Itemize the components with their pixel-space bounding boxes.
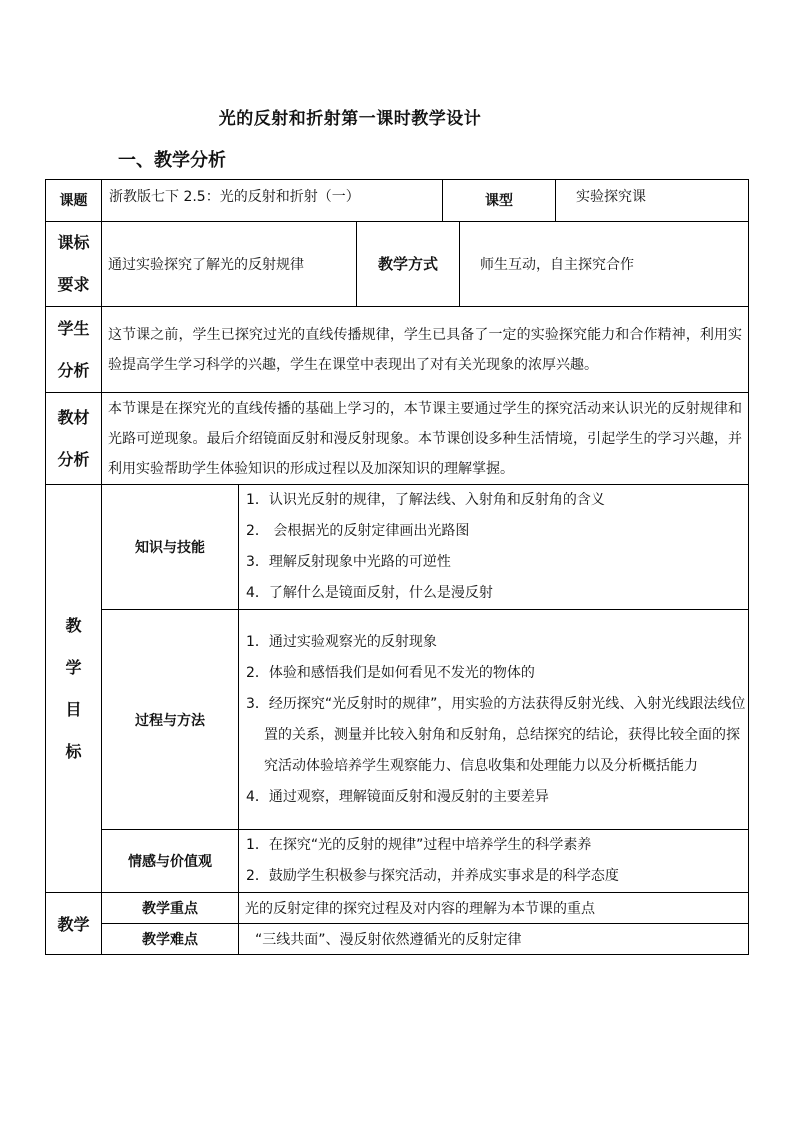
list-item: 4．了解什么是镜面反射，什么是漫反射 bbox=[246, 585, 493, 601]
list-item: 2．鼓励学生积极参与探究活动，并养成实事求是的科学态度 bbox=[246, 868, 619, 884]
material-label-line2: 分析 bbox=[57, 449, 90, 469]
list-item: 4．通过观察，理解镜面反射和漫反射的主要差异 bbox=[246, 788, 549, 805]
emotion-values-list bbox=[239, 830, 749, 893]
list-item: 2．体验和感悟我们是如何看见不发光的物体的 bbox=[246, 664, 535, 681]
key-point-label: 教学重点 bbox=[102, 893, 239, 924]
goals-label-char: 教 bbox=[65, 615, 82, 635]
row-teaching-key bbox=[46, 893, 749, 924]
knowledge-skills-label: 知识与技能 bbox=[102, 485, 239, 610]
topic-value: 浙教版七下 2.5：光的反射和折射（一） bbox=[102, 180, 443, 222]
difficulty-label: 教学难点 bbox=[102, 924, 239, 955]
difficulty-value: “三线共面”、漫反射依然遵循光的反射定律 bbox=[239, 924, 749, 955]
list-item: 2． 会根据光的反射定律画出光路图 bbox=[246, 523, 470, 539]
lesson-type-value: 实验探究课 bbox=[556, 180, 749, 222]
standard-label-line1: 课标 bbox=[57, 233, 90, 252]
goals-label-char: 目 bbox=[65, 699, 82, 719]
row-standard bbox=[46, 222, 749, 307]
key-point-value: 光的反射定律的探究过程及对内容的理解为本节课的重点 bbox=[239, 893, 749, 924]
process-method-label: 过程与方法 bbox=[102, 610, 239, 830]
standard-label-line2: 要求 bbox=[57, 275, 90, 294]
document-title: 光的反射和折射第一课时教学设计 bbox=[218, 109, 482, 129]
material-label bbox=[46, 393, 102, 485]
teaching-method-value: 师生互动，自主探究合作 bbox=[460, 222, 749, 307]
row-topic bbox=[46, 180, 749, 222]
list-item: 1．在探究“光的反射的规律”过程中培养学生的科学素养 bbox=[246, 837, 592, 853]
row-student bbox=[46, 307, 749, 393]
row-goals-knowledge bbox=[46, 485, 749, 610]
goals-label bbox=[46, 485, 102, 893]
row-teaching-difficulty bbox=[46, 924, 749, 955]
student-label-line2: 分析 bbox=[57, 360, 90, 380]
list-item: 1．认识光反射的规律，了解法线、入射角和反射角的含义 bbox=[246, 492, 605, 508]
goals-label-char: 标 bbox=[65, 741, 82, 761]
list-item: 3．理解反射现象中光路的可逆性 bbox=[246, 554, 451, 570]
row-goals-process bbox=[46, 610, 749, 830]
student-label bbox=[46, 307, 102, 393]
student-label-line1: 学生 bbox=[57, 318, 90, 338]
topic-label: 课题 bbox=[46, 180, 102, 222]
lesson-type-label: 课型 bbox=[443, 180, 556, 222]
teaching-analysis-table bbox=[45, 179, 749, 955]
list-item: 3．经历探究“光反射时的规律”，用实验的方法获得反射光线、入射光线跟法线位置的关系，测量并比较入射角和反射角，总结探究的结论，获得比较全面的探究活动体验培养学生观察能力、信息收集和处理能力以及分析概括能力 bbox=[246, 695, 746, 774]
teaching-label: 教学 bbox=[46, 893, 102, 955]
emotion-values-label: 情感与价值观 bbox=[102, 830, 239, 893]
row-material bbox=[46, 393, 749, 485]
teaching-method-label: 教学方式 bbox=[357, 222, 460, 307]
standard-label bbox=[46, 222, 102, 307]
material-analysis-text: 本节课是在探究光的直线传播的基础上学习的，本节课主要通过学生的探究活动来认识光的反射规律和光路可逆现象。最后介绍镜面反射和漫反射现象。本节课创设多种生活情境，引起学生的学习兴趣，并利用实验帮助学生体验知识的形成过程以及加深知识的理解掌握。 bbox=[102, 393, 749, 485]
standard-value: 通过实验探究了解光的反射规律 bbox=[102, 222, 357, 307]
row-goals-values bbox=[46, 830, 749, 893]
material-label-line1: 教材 bbox=[57, 407, 90, 427]
section-heading: 一、教学分析 bbox=[118, 150, 226, 171]
student-analysis-text: 这节课之前，学生已探究过光的直线传播规律，学生已具备了一定的实验探究能力和合作精神，利用实验提高学生学习科学的兴趣，学生在课堂中表现出了对有关光现象的浓厚兴趣。 bbox=[102, 307, 749, 393]
knowledge-skills-list bbox=[239, 485, 749, 610]
goals-label-char: 学 bbox=[65, 657, 82, 677]
list-item: 1．通过实验观察光的反射现象 bbox=[246, 633, 437, 650]
process-method-list bbox=[239, 610, 749, 830]
